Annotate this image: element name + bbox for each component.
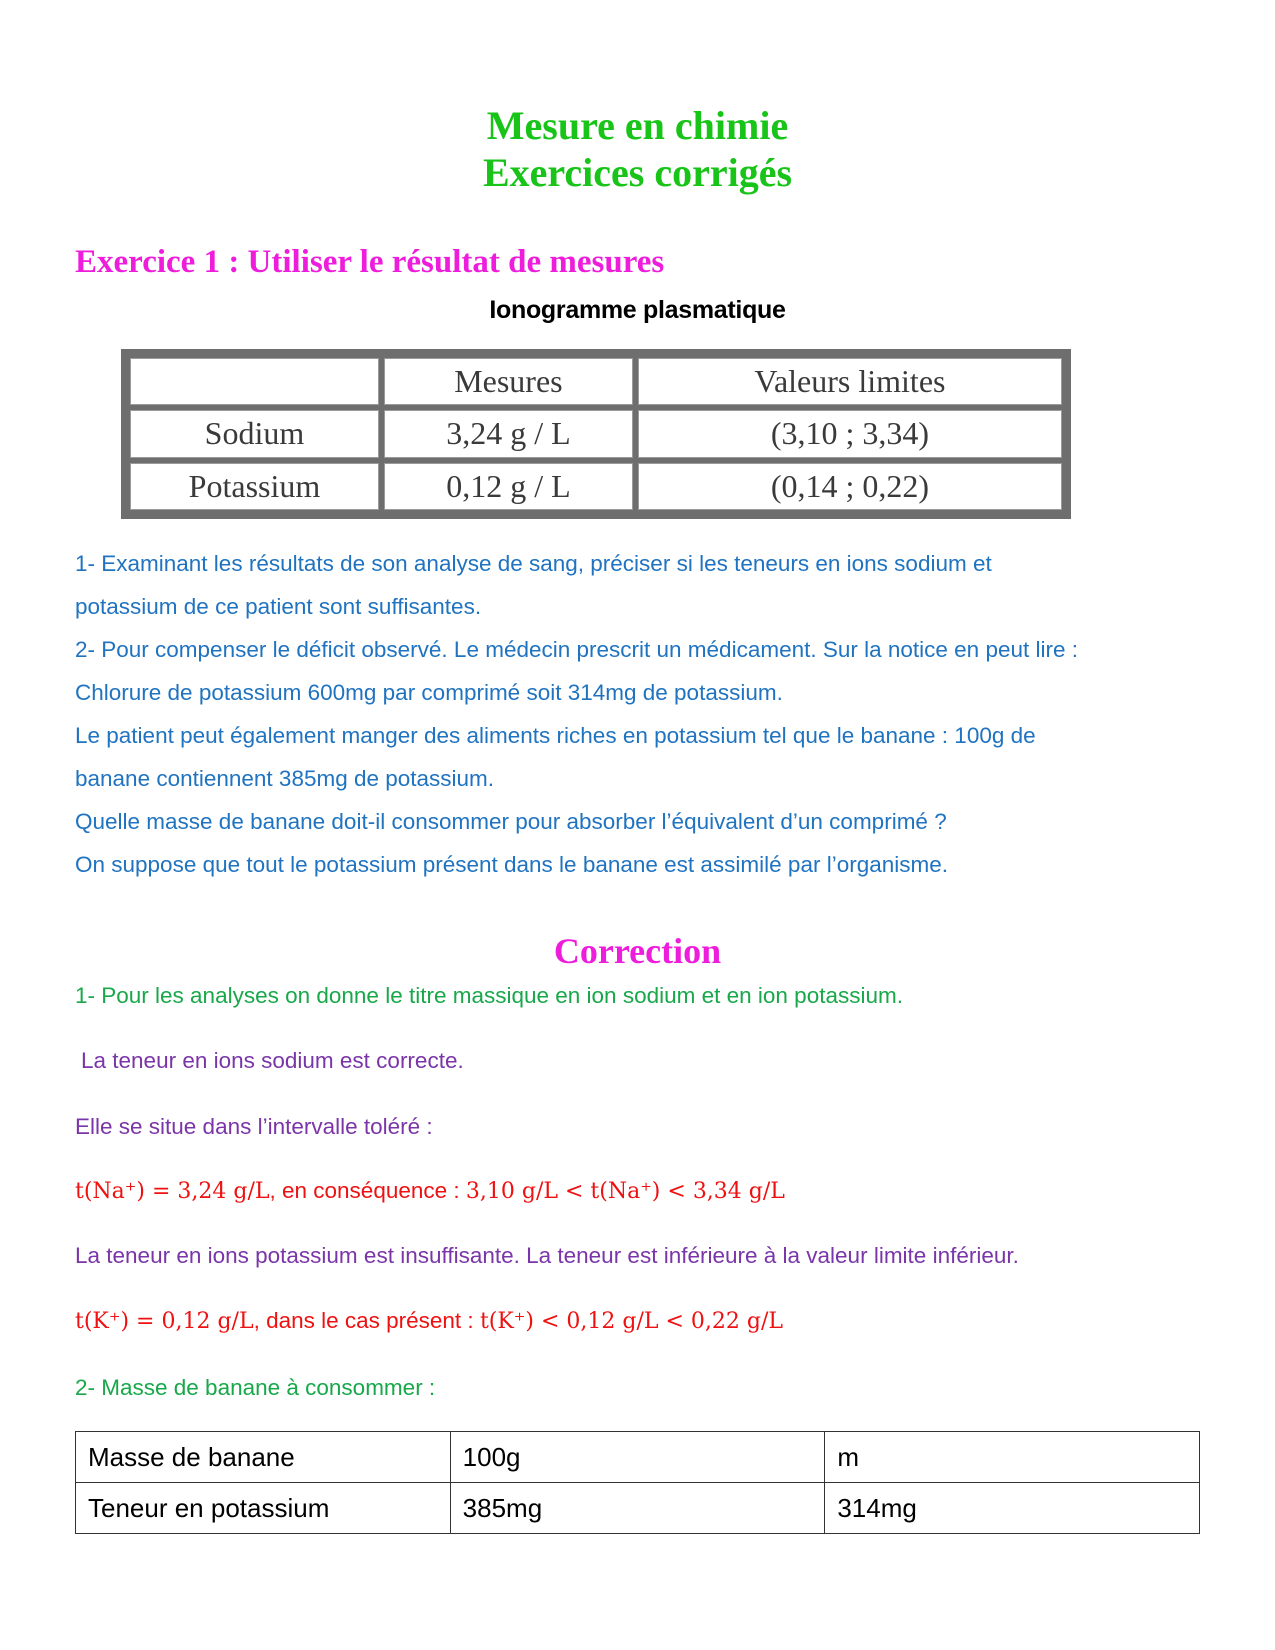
table-row [130,463,1062,510]
banana-mass-unknown: m [825,1432,1200,1483]
exercise-text-line: potassium de ce patient sont suffisantes. [75,594,482,619]
potassium-content-label: Teneur en potassium [76,1483,451,1534]
potassium-equation-left: t(K⁺) = 0,12 g/L [75,1309,254,1334]
exercise-1-heading: Exercice 1 : Utiliser le résultat de mesures [75,244,665,280]
banana-mass-ref: 100g [450,1432,825,1483]
sodium-equation-text: , en conséquence : [269,1178,466,1203]
exercise-text-line: 2- Pour compenser le déficit observé. Le médecin prescrit un médicament. Sur la notice en peut lire : [75,637,1078,662]
header-cell-mesures: Mesures [384,358,633,405]
page-title-line1: Mesure en chimie [486,103,789,148]
correction-q2: 2- Masse de banane à consommer : [75,1375,436,1400]
exercise-text-line: 1- Examinant les résultats de son analyse de sang, préciser si les teneurs en ions sodium et [75,551,992,576]
cell-potassium-mesure: 0,12 g / L [384,463,633,510]
sodium-equation [75,1178,785,1204]
header-cell-empty [130,358,379,405]
potassium-content-ref: 385mg [450,1483,825,1534]
exercise-text-line: Chlorure de potassium 600mg par comprimé soit 314mg de potassium. [75,680,783,705]
header-cell-valeurs-limites: Valeurs limites [638,358,1062,405]
potassium-content-target: 314mg [825,1483,1200,1534]
potassium-equation-right: t(K⁺) < 0,12 g/L < 0,22 g/L [479,1309,783,1334]
table-header-row [130,358,1062,405]
cell-potassium-limites: (0,14 ; 0,22) [638,463,1062,510]
table-row [130,410,1062,457]
exercise-text-line: Quelle masse de banane doit-il consommer pour absorber l’équivalent d’un comprimé ? [75,809,947,834]
table-title: Ionogramme plasmatique [489,296,786,324]
potassium-equation-text: , dans le cas présent : [253,1308,480,1333]
row-label-potassium: Potassium [130,463,379,510]
potassium-insufficient-text: La teneur en ions potassium est insuffisante. La teneur est inférieure à la valeur limite inférieur. [75,1243,1019,1268]
exercise-text-line: Le patient peut également manger des aliments riches en potassium tel que le banane : 100g de [75,723,1036,748]
exercise-text-line: banane contiennent 385mg de potassium. [75,766,495,791]
table-row [76,1432,1200,1483]
correction-q1: 1- Pour les analyses on donne le titre massique en ion sodium et en ion potassium. [75,983,903,1008]
cell-sodium-mesure: 3,24 g / L [384,410,633,457]
exercise-text-line: On suppose que tout le potassium présent dans le banane est assimilé par l’organisme. [75,852,949,877]
sodium-equation-left: t(Na⁺) = 3,24 g/L [75,1179,270,1204]
sodium-correct-text: La teneur en ions sodium est correcte. [81,1048,464,1073]
interval-text: Elle se situe dans l’intervalle toléré : [75,1114,433,1139]
sodium-equation-right: 3,10 g/L < t(Na⁺) < 3,34 g/L [465,1179,785,1204]
correction-heading: Correction [553,931,722,971]
row-label-sodium: Sodium [130,410,379,457]
page-title-line2: Exercices corrigés [482,150,793,195]
potassium-equation [75,1308,783,1334]
banana-mass-label: Masse de banane [76,1432,451,1483]
ionogram-table [121,349,1071,519]
cell-sodium-limites: (3,10 ; 3,34) [638,410,1062,457]
table-row [76,1483,1200,1534]
banana-table [75,1431,1200,1534]
